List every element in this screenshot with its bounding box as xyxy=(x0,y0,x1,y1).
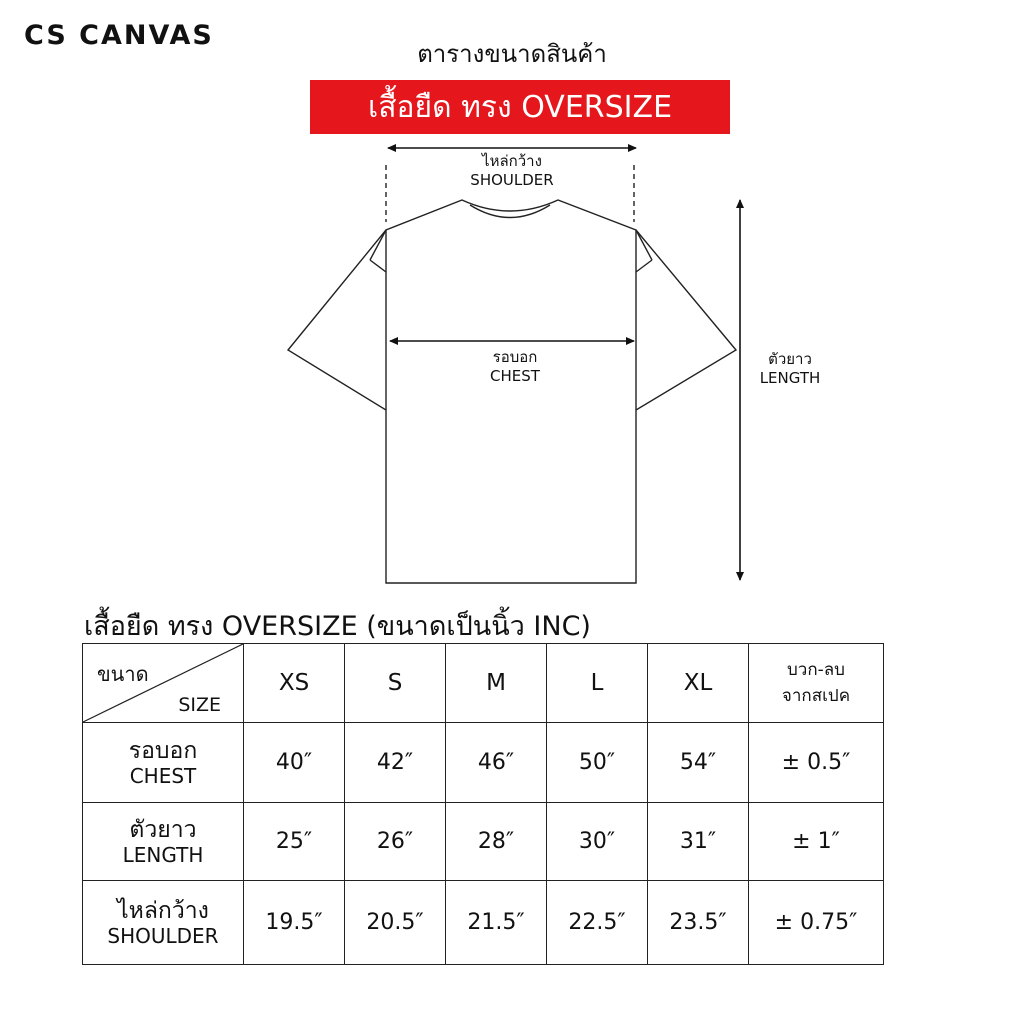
value-cell: 22.5″ xyxy=(547,881,648,965)
row-label-shoulder xyxy=(83,881,244,965)
length-label xyxy=(740,350,840,388)
value-cell: 21.5″ xyxy=(446,881,547,965)
tolerance-header-line1: บวก-ลบ xyxy=(787,660,845,680)
tolerance-cell: ± 0.75″ xyxy=(749,881,884,965)
row-label-en: SHOULDER xyxy=(107,923,219,948)
value-cell: 26″ xyxy=(345,803,446,881)
value-cell: 28″ xyxy=(446,803,547,881)
row-label-th: ตัวยาว xyxy=(129,816,197,843)
chest-label-en: CHEST xyxy=(490,367,540,385)
brand-logo: CS CANVAS xyxy=(24,20,214,51)
tolerance-cell: ± 1″ xyxy=(749,803,884,881)
value-cell: 30″ xyxy=(547,803,648,881)
size-header-row xyxy=(83,644,884,723)
row-label-length xyxy=(83,803,244,881)
value-cell: 23.5″ xyxy=(648,881,749,965)
chest-label-th: รอบอก xyxy=(492,348,538,366)
value-cell: 40″ xyxy=(244,723,345,803)
table-row xyxy=(83,723,884,803)
row-label-chest xyxy=(83,723,244,803)
value-cell: 19.5″ xyxy=(244,881,345,965)
size-header: M xyxy=(446,644,547,723)
value-cell: 31″ xyxy=(648,803,749,881)
value-cell: 42″ xyxy=(345,723,446,803)
size-table xyxy=(82,643,884,965)
table-title: เสื้อยืด ทรง OVERSIZE (ขนาดเป็นนิ้ว INC) xyxy=(84,611,591,642)
value-cell: 54″ xyxy=(648,723,749,803)
length-label-en: LENGTH xyxy=(759,369,821,387)
size-header: XL xyxy=(648,644,749,723)
shoulder-label-en: SHOULDER xyxy=(470,171,554,189)
value-cell: 46″ xyxy=(446,723,547,803)
tolerance-header xyxy=(749,644,884,723)
page-heading: ตารางขนาดสินค้า xyxy=(417,40,607,68)
value-cell: 50″ xyxy=(547,723,648,803)
tolerance-header-line2: จากสเปค xyxy=(781,686,851,706)
row-label-th: รอบอก xyxy=(128,737,198,764)
value-cell: 20.5″ xyxy=(345,881,446,965)
tolerance-cell: ± 0.5″ xyxy=(749,723,884,803)
table-row xyxy=(83,881,884,965)
shoulder-label-th: ไหล่กว้าง xyxy=(482,152,542,170)
size-header: S xyxy=(345,644,446,723)
product-banner: เสื้อยืด ทรง OVERSIZE xyxy=(310,80,730,134)
table-row xyxy=(83,803,884,881)
size-header: XS xyxy=(244,644,345,723)
row-label-en: LENGTH xyxy=(122,842,204,867)
size-header: L xyxy=(547,644,648,723)
length-label-th: ตัวยาว xyxy=(768,350,812,368)
tshirt-outline xyxy=(288,200,736,583)
corner-cell xyxy=(83,644,244,723)
chest-label xyxy=(440,348,590,386)
corner-size-en: SIZE xyxy=(178,694,221,716)
row-label-th: ไหล่กว้าง xyxy=(117,897,209,924)
row-label-en: CHEST xyxy=(129,763,197,788)
value-cell: 25″ xyxy=(244,803,345,881)
corner-size-th: ขนาด xyxy=(97,662,149,686)
shoulder-label xyxy=(412,152,612,190)
